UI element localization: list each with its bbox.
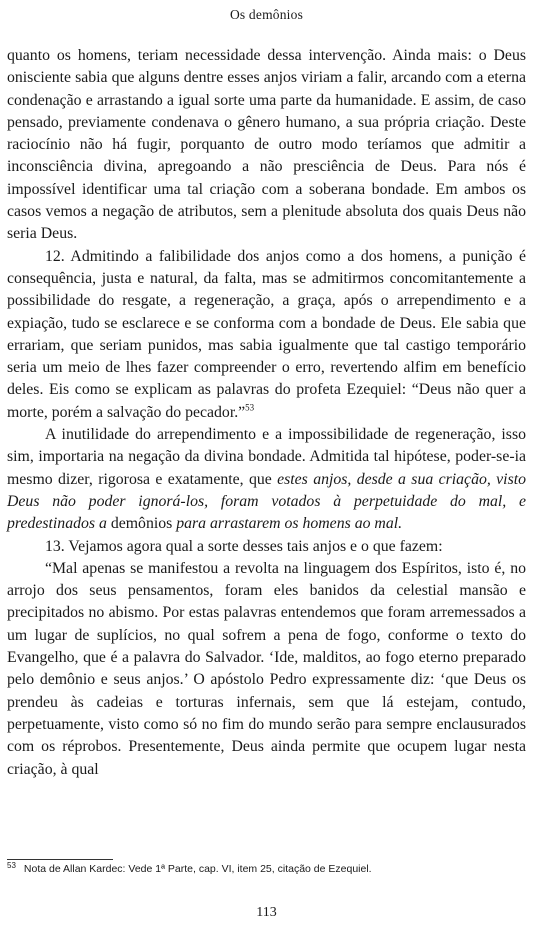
paragraph-text: demônios [106, 515, 177, 533]
footnote-text: Nota de Allan Kardec: Vede 1ª Parte, cap. VI, item 25, citação de Ezequiel. [23, 863, 372, 875]
paragraph-text: Admitindo a falibilidade dos anjos como a dos homens, a punição é consequência, justa e natural, da falta, mas se admitirmos concomitantemente a possibilidade do resgate, a regeneração, a graça, após o arrependimento e a expiação, tudo se esclarece e se conforma com a bondade de Deus. Ele sabia que errariam, que seriam punidos, mas sabia igualmente que tal castigo temporário seria um meio de lhes fazer compreender o erro, revertendo alfim em benefício deles. Eis como se explicam as palavras do profeta Ezequiel: “Deus não quer a morte, porém a salvação do pecador.” [7, 247, 526, 421]
italic-text: estes anjos, desde a sua criação, visto Deus não poder ignorá-los, foram votados à perpetuidade do mal, e predestinados a [7, 470, 527, 533]
footnote-number: 53 [7, 860, 16, 870]
paragraph [7, 424, 526, 535]
paragraph-number: 12. [45, 247, 65, 265]
footnote-divider [7, 859, 113, 860]
paragraph-text: A inutilidade do arrependimento e a impossibilidade de regeneração, isso sim, importaria na negação da divina bondade. Admitida tal hipótese, poder-se-ia mesmo dizer, rigorosa e exatamente, que [7, 426, 526, 488]
page-number: 113 [256, 905, 277, 920]
running-head: Os demônios [229, 7, 304, 22]
paragraph-number: 13. [45, 537, 65, 555]
italic-text: para arrastarem os homens ao mal. [176, 515, 403, 533]
paragraph [7, 45, 526, 246]
paragraph-text: “Mal apenas se manifestou a revolta na linguagem dos Espíritos, isto é, no arrojo dos seus pensamentos, foram eles banidos da celestial mansão e precipitados no abismo. Por estas palavras entendemos que foram arremessados a um lugar de suplícios, no qual sofrem a pena de fogo, conforme o texto do Evangelho, que é a palavra do Salvador. ‘Ide, malditos, ao fogo eterno preparado pelo demônio e seus anjos.’ O apóstolo Pedro expressamente diz: ‘que Deus os prendeu às cadeias e torturas infernais, sem que lá estejam, contudo, perpetuamente, visto como só no fim do mundo serão para sempre enclausurados com os réprobos. Presentemente, Deus ainda permite que ocupem lugar nesta criação, à qual [7, 559, 526, 778]
footnote [7, 862, 526, 876]
paragraph-text: Vejamos agora qual a sorte desses tais anjos e o que fazem: [68, 537, 443, 555]
footnote-reference[interactable]: 53 [245, 402, 255, 413]
body-text [7, 45, 526, 781]
paragraph-12 [7, 246, 526, 424]
paragraph [7, 558, 526, 781]
paragraph-13 [7, 536, 526, 558]
paragraph-text: quanto os homens, teriam necessidade dessa intervenção. Ainda mais: o Deus onisciente sabia que alguns dentre esses anjos viriam a falir, arcando com a eterna condenação e arrastando a igual sorte uma parte da humanidade. E assim, de caso pensado, previamente condenava o gênero humano, a sua própria criação. Deste raciocínio não há fugir, porquanto de outro modo teríamos que admitir a inconsciência divina, apregoando a não presciência de Deus. Para nós é impossível identificar uma tal criação com a soberana bondade. Em ambos os casos vemos a negação de atributos, sem a plenitude absoluta dos quais Deus não seria Deus. [7, 47, 526, 243]
